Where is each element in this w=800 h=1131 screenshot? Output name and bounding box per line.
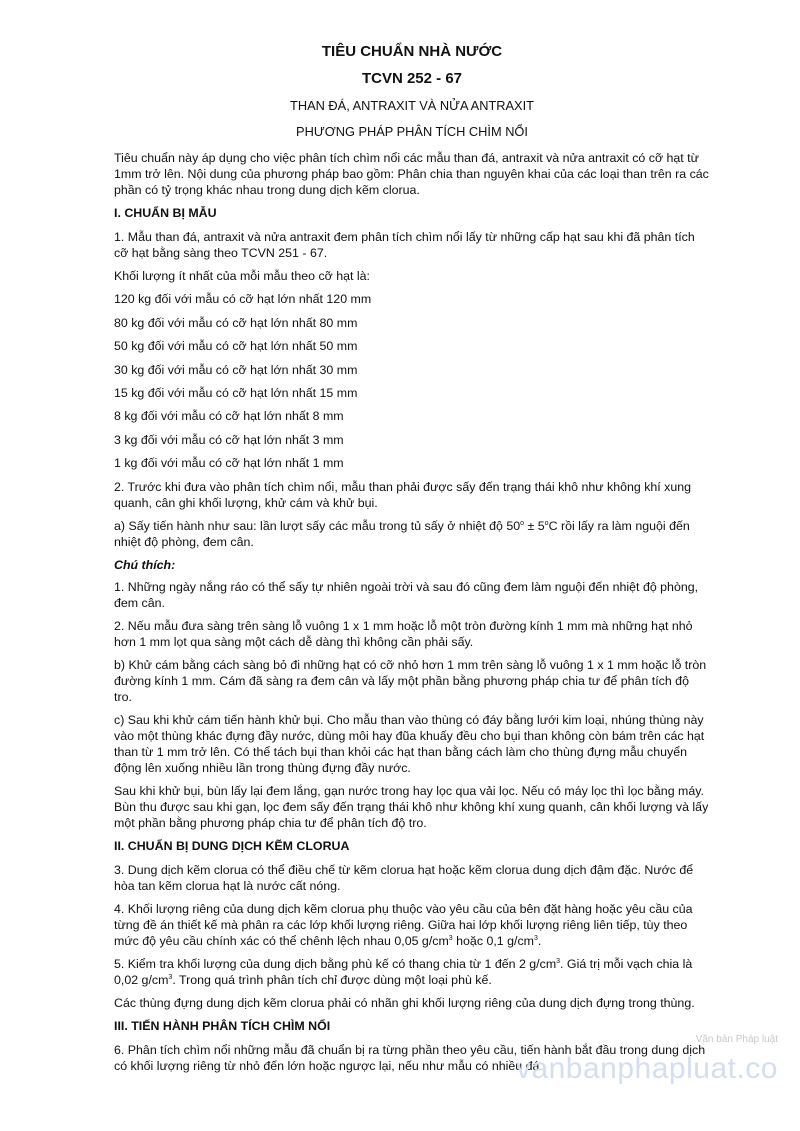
section-2-paragraph-4: 4. Khối lượng riêng của dung dịch kẽm clorua phụ thuộc vào yêu cầu của bên đặt hàng hoặc yêu cầu của từng đề án thiết kế mà phân ra các lớp khối lượng riêng. Giữa hai lớp khối lượng riêng liên tiếp, tùy theo mức độ yêu cầu chính xác có thể chênh lệch nhau 0,05 $g/cm^3$ hoặc 0,1 $g/cm^3$. (114, 901, 693, 948)
section-2-heading: II. CHUẨN BỊ DUNG DỊCH KẼM CLORUA (114, 838, 350, 853)
note-1: 1. Những ngày nắng ráo có thể sấy tự nhiên ngoài trời và sau đó cũng đem làm nguội đến nhiệt độ phòng, đem cân. (114, 579, 699, 610)
mass-list-item: 3 kg đối với mẫu có cỡ hạt lớn nhất 3 mm (114, 432, 344, 447)
dust-removal-paragraph: c) Sau khi khử cám tiến hành khử bụi. Cho mẫu than vào thùng có đáy bằng lưới kim loại, nhúng thùng này vào một thùng khác đựng đầy nước, dùng môi hay đũa khuấy đều cho bụi than không còn bám trên các hạt than từ 1 mm trở lên. Có thể tách bụi than khỏi các hạt than bằng cách làm cho thùng đựng mẫu chuyển động lên xuống nhiều lần trong thùng đựng đầy nước. (114, 712, 705, 775)
section-3-paragraph-1: 6. Phân tích chìm nổi những mẫu đã chuẩn bị ra từng phần theo yêu cầu, tiến hành bắt đầu trong dung dịch có khối lượng riêng từ nhỏ đến lớn hoặc ngược lại, nếu như mẫu có nhiều đá. (114, 1042, 706, 1073)
document-subject: THAN ĐÁ, ANTRAXIT VÀ NỬA ANTRAXIT (290, 98, 534, 113)
section-2-paragraph-3: 3. Dung dịch kẽm clorua có thể điều chế từ kẽm clorua hạt hoặc kẽm clorua dung dịch đậm đặc. Nước để hòa tan kẽm clorua hạt là nước cất nóng. (114, 862, 694, 893)
mass-list-item: 30 kg đối với mẫu có cỡ hạt lớn nhất 30 mm (114, 362, 358, 377)
mass-list-item: 120 kg đối với mẫu có cỡ hạt lớn nhất 120 mm (114, 292, 372, 307)
document-title: TIÊU CHUẨN NHÀ NƯỚC (321, 43, 503, 60)
drying-paragraph: a) Sấy tiến hành như sau: lần lượt sấy các mẫu trong tủ sấy ở nhiệt độ $50^o \pm 5^oC$ rồi lấy ra làm nguội đến nhiệt độ phòng, đem cân. (114, 518, 690, 549)
document-page (114, 44, 710, 1081)
mass-list-item: 80 kg đối với mẫu có cỡ hạt lớn nhất 80 mm (114, 315, 358, 330)
section-2-paragraph-6: Các thùng đựng dung dịch kẽm clorua phải có nhãn ghi khối lượng riêng của dung dịch đựng trong thùng. (114, 995, 695, 1010)
note-heading: Chú thích: (114, 557, 176, 572)
section-3-heading: III. TIẾN HÀNH PHÂN TÍCH CHÌM NỔI (114, 1018, 331, 1033)
intro-paragraph: Tiêu chuẩn này áp dụng cho việc phân tích chìm nổi các mẫu than đá, antraxit và nửa antraxit có cỡ hạt từ 1mm trở lên. Nội dung của phương pháp bao gồm: Phân chia than nguyên khai của các loại than trên ra các phần có tỷ trọng khác nhau trong dung dịch kẽm clorua. (114, 151, 709, 197)
sludge-paragraph: Sau khi khử bụi, bùn lấy lại đem lắng, gạn nước trong hay lọc qua vải lọc. Nếu có máy lọc thì lọc bằng máy. Bùn thu được sau khi gạn, lọc đem sấy đến trạng thái khô như không khí xung quanh, cân khối lượng và lấy một phần bằng phương pháp chia tư để phân tích độ tro. (114, 783, 709, 830)
standard-number: TCVN 252 - 67 (361, 70, 463, 87)
mass-list-item: 50 kg đối với mẫu có cỡ hạt lớn nhất 50 mm (114, 339, 358, 354)
section-2-paragraph-5: 5. Kiểm tra khối lượng của dung dịch bằng phù kế có thang chia từ 1 đến 2 $g/cm^3$. Giá trị mỗi vạch chia là 0,02 $g/cm^3$. Trong quá trình phân tích chỉ được dùng một loại phù kế. (114, 956, 693, 987)
document-method: PHƯƠNG PHÁP PHÂN TÍCH CHÌM NỔI (296, 124, 528, 139)
section-1-heading: I. CHUẨN BỊ MẪU (114, 206, 217, 220)
section-1-paragraph-2: Khối lượng ít nhất của mỗi mẫu theo cỡ hạt là: (114, 269, 370, 283)
section-1-paragraph-1: 1. Mẫu than đá, antraxit và nửa antraxit đem phân tích chìm nổi lấy từ những cấp hạt sau khi đã phân tích cỡ hạt bằng sàng theo TCVN 251 - 67. (114, 230, 695, 260)
mass-list-item: 1 kg đối với mẫu có cỡ hạt lớn nhất 1 mm (114, 456, 344, 471)
mass-list-item: 8 kg đối với mẫu có cỡ hạt lớn nhất 8 mm (114, 409, 344, 424)
watermark-logo: vanbanphapluat.co (515, 1052, 778, 1085)
watermark-caption: Văn bản Pháp luật (695, 1034, 778, 1045)
fines-removal-paragraph: b) Khử cám bằng cách sàng bỏ đi những hạt có cỡ nhỏ hơn 1 mm trên sàng lỗ vuông 1 x 1 mm hoặc lỗ tròn đường kính 1 mm. Cám đã sàng ra đem cân và lấy một phần bằng phương pháp chia tư để phân tích độ tro. (114, 657, 707, 704)
mass-list-item: 15 kg đối với mẫu có cỡ hạt lớn nhất 15 mm (114, 385, 358, 400)
note-2: 2. Nếu mẫu đưa sàng trên sàng lỗ vuông 1 x 1 mm hoặc lỗ một tròn đường kính 1 mm mà những hạt nhỏ hơn 1 mm lọt qua sàng một cách dễ dàng thì không cần phải sấy. (114, 618, 693, 649)
section-1-paragraph-3: 2. Trước khi đưa vào phân tích chìm nổi, mẫu than phải được sấy đến trạng thái khô như không khí xung quanh, cân ghi khối lượng, khử cám và khử bụi. (114, 479, 692, 510)
